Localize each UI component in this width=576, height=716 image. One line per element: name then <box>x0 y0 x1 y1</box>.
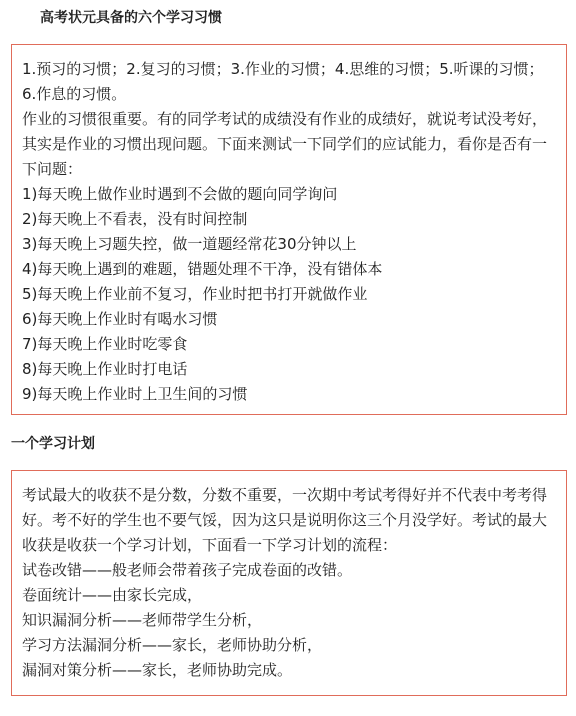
question-item-8: 8)每天晚上作业时打电话 <box>22 360 188 378</box>
plan-step-4: 学习方法漏洞分析——家长，老师协助分析， <box>22 636 323 654</box>
plan-step-1: 试卷改错——般老师会带着孩子完成卷面的改错。 <box>22 561 353 579</box>
question-item-1: 1)每天晚上做作业时遇到不会做的题向同学询问 <box>22 185 338 203</box>
question-item-2: 2)每天晚上不看表，没有时间控制 <box>22 210 248 228</box>
plan-step-5: 漏洞对策分析——家长，老师协助完成。 <box>22 661 293 679</box>
habits-list-summary: 1.预习的习惯；2.复习的习惯；3.作业的习惯；4.思维的习惯；5.听课的习惯；6.作息的习惯。 <box>22 60 544 103</box>
plan-step-2: 卷面统计——由家长完成， <box>22 586 203 604</box>
question-item-6: 6)每天晚上作业时有喝水习惯 <box>22 310 218 328</box>
plan-step-3: 知识漏洞分析——老师带学生分析， <box>22 611 263 629</box>
question-item-3: 3)每天晚上习题失控，做一道题经常花30分钟以上 <box>22 235 357 253</box>
section-heading-habits: 高考状元具备的六个学习习惯 <box>40 10 222 26</box>
section-heading-study-plan: 一个学习计划 <box>11 436 95 452</box>
homework-intro-paragraph: 作业的习惯很重要。有的同学考试的成绩没有作业的成绩好，就说考试没考好，其实是作业的习惯出现问题。下面来测试一下同学们的应试能力，看你是否有一下问题： <box>22 110 548 178</box>
question-item-4: 4)每天晚上遇到的难题，错题处理不干净，没有错体本 <box>22 260 383 278</box>
question-item-5: 5)每天晚上作业前不复习，作业时把书打开就做作业 <box>22 285 368 303</box>
study-plan-content-box <box>11 470 567 696</box>
study-plan-intro-paragraph: 考试最大的收获不是分数，分数不重要，一次期中考试考得好并不代表中考考得好。考不好的学生也不要气馁，因为这只是说明你这三个月没学好。考试的最大收获是收获一个学习计划，下面看一下学习计划的流程： <box>22 486 548 554</box>
habits-content-box <box>11 44 567 415</box>
question-item-7: 7)每天晚上作业时吃零食 <box>22 335 188 353</box>
question-item-9: 9)每天晚上作业时上卫生间的习惯 <box>22 385 248 403</box>
